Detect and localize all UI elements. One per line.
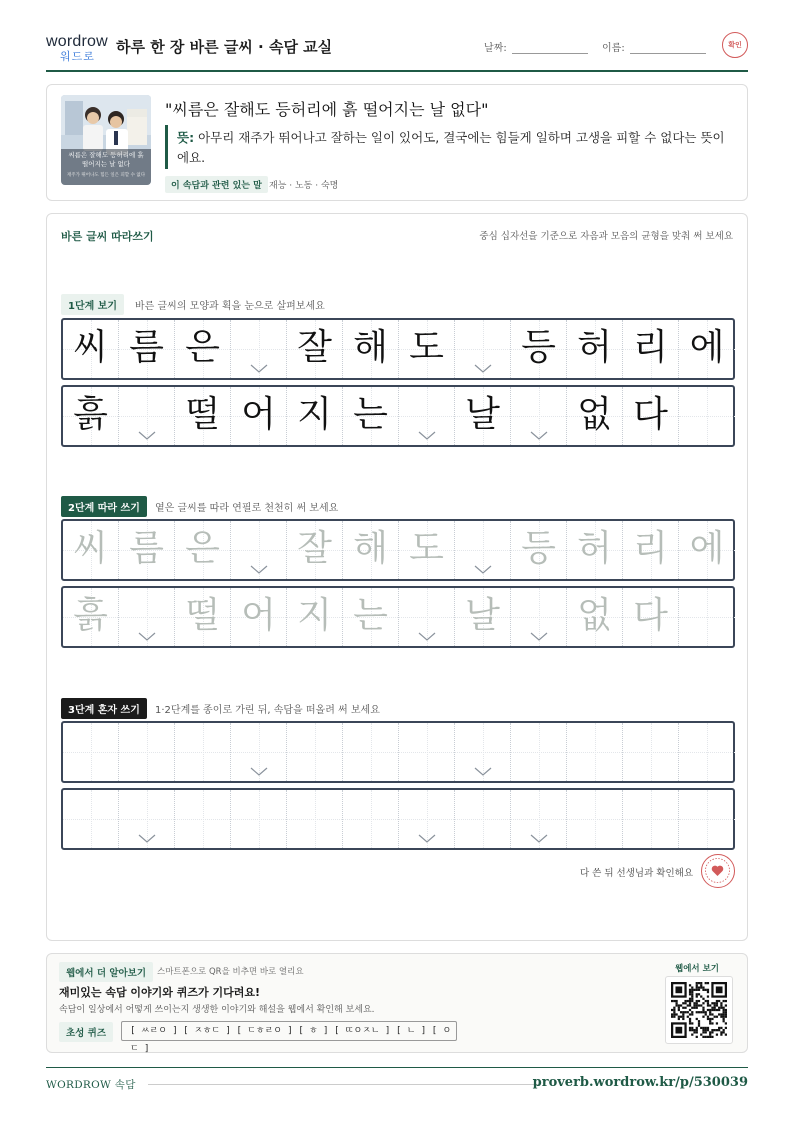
step1-row-2 (61, 385, 735, 447)
writing-cell[interactable] (63, 723, 119, 781)
space-mark-icon (530, 431, 548, 440)
hangul-character: 에 (689, 327, 725, 368)
writing-cell[interactable] (343, 521, 399, 579)
writing-cell[interactable] (399, 790, 455, 848)
space-mark-icon (250, 364, 268, 373)
space-mark-icon (418, 632, 436, 641)
writing-cell[interactable] (63, 588, 119, 646)
hangul-character: 날 (465, 595, 500, 636)
web-description: 속담이 일상에서 어떻게 쓰이는지 생생한 이야기와 해설을 웹에서 확인해 보세요. (59, 1005, 375, 1015)
proverb-text: "씨름은 잘해도 등허리에 흙 떨어지는 날 없다" (165, 100, 489, 119)
step2-tag: 2단계 따라 쓰기 (61, 496, 147, 517)
hangul-character: 해 (353, 528, 388, 569)
writing-cell[interactable] (343, 588, 399, 646)
writing-cell (119, 320, 175, 378)
qr-hint: 스마트폰으로 QR을 비추면 바로 열리요 (157, 967, 304, 977)
hangul-character: 지 (297, 394, 332, 435)
related-words: 재능 · 노동 · 숙명 (269, 181, 339, 191)
date-label: 날짜: (484, 43, 507, 54)
hangul-character: 씨 (73, 327, 108, 368)
logo-korean: 워드로 (60, 50, 95, 63)
logo-wordmark: wordrow (46, 33, 108, 50)
step2-row-2[interactable] (61, 586, 735, 648)
writing-cell (623, 320, 679, 378)
step3-tag: 3단계 혼자 쓰기 (61, 698, 147, 719)
hangul-character: 날 (465, 394, 500, 435)
writing-cell[interactable] (175, 723, 231, 781)
space-mark-icon (250, 565, 268, 574)
hangul-character: 등 (521, 327, 556, 368)
writing-cell[interactable] (287, 588, 343, 646)
writing-cell[interactable] (175, 588, 231, 646)
writing-cell[interactable] (399, 588, 455, 646)
date-field[interactable] (512, 53, 588, 54)
hangul-character: 은 (185, 327, 220, 368)
writing-cell (455, 387, 511, 445)
writing-cell[interactable] (287, 723, 343, 781)
hangul-character: 허 (577, 327, 612, 368)
proverb-illustration (61, 95, 151, 185)
writing-cell[interactable] (287, 521, 343, 579)
writing-cell[interactable] (175, 790, 231, 848)
writing-cell (455, 320, 511, 378)
writing-cell (175, 387, 231, 445)
hangul-character: 해 (353, 327, 388, 368)
web-headline: 재미있는 속담 이야기와 퀴즈가 기다려요! (59, 986, 260, 999)
writing-cell (679, 320, 735, 378)
writing-cell[interactable] (623, 521, 679, 579)
writing-cell[interactable] (231, 521, 287, 579)
hangul-character: 없 (577, 595, 612, 636)
hangul-character: 은 (185, 528, 220, 569)
web-more-tag: 웹에서 더 알아보기 (59, 962, 153, 982)
writing-cell[interactable] (455, 521, 511, 579)
writing-cell (511, 320, 567, 378)
writing-cell[interactable] (567, 790, 623, 848)
writing-cell[interactable] (343, 790, 399, 848)
hangul-character: 는 (353, 394, 388, 435)
writing-cell[interactable] (567, 521, 623, 579)
footer-brand: WORDROW 속담 (46, 1079, 136, 1091)
page-footer (46, 1067, 748, 1097)
writing-cell[interactable] (63, 521, 119, 579)
space-mark-icon (474, 767, 492, 776)
writing-cell[interactable] (175, 521, 231, 579)
writing-cell[interactable] (567, 588, 623, 646)
writing-cell[interactable] (679, 521, 735, 579)
writing-cell (399, 387, 455, 445)
writing-cell[interactable] (455, 588, 511, 646)
hangul-character: 지 (297, 595, 332, 636)
page-title: 하루 한 장 바른 글씨 · 속담 교실 (116, 38, 333, 56)
web-info-card (46, 953, 748, 1053)
space-mark-icon (474, 565, 492, 574)
hangul-character: 다 (633, 394, 668, 435)
writing-cell[interactable] (679, 790, 735, 848)
hangul-character: 어 (241, 394, 276, 435)
practice-panel (46, 213, 748, 941)
step1-tag: 1단계 보기 (61, 294, 124, 315)
proverb-meaning (177, 128, 727, 168)
writing-cell (231, 320, 287, 378)
meaning-text: 아무리 재주가 뛰어나고 잘하는 일이 있어도, 결국에는 힘들게 일하며 고생을 피할 수 없다는 뜻이에요. (177, 130, 725, 165)
thumb-subcaption: 재주가 뛰어나도 힘든 일은 피할 수 없다 (66, 173, 146, 178)
writing-cell[interactable] (511, 723, 567, 781)
hangul-character: 떨 (185, 595, 220, 636)
writing-cell[interactable] (119, 521, 175, 579)
writing-cell (343, 320, 399, 378)
writing-cell[interactable] (399, 521, 455, 579)
writing-cell[interactable] (511, 790, 567, 848)
space-mark-icon (250, 767, 268, 776)
step3-description: 1·2단계를 종이로 가린 뒤, 속담을 떠올려 써 보세요 (155, 705, 380, 716)
writing-cell[interactable] (231, 588, 287, 646)
writing-cell[interactable] (623, 588, 679, 646)
writing-cell (287, 387, 343, 445)
writing-cell (175, 320, 231, 378)
writing-cell[interactable] (119, 790, 175, 848)
writing-cell[interactable] (567, 723, 623, 781)
writing-cell[interactable] (231, 723, 287, 781)
hangul-character: 다 (633, 595, 668, 636)
thumb-caption: 씨름은 잘해도 등허리에 흙 떨어지는 날 없다 (68, 151, 144, 168)
hangul-character: 등 (521, 528, 556, 569)
qr-label: 웹에서 보기 (674, 964, 719, 974)
hangul-character: 리 (633, 528, 668, 569)
writing-cell (567, 320, 623, 378)
hangul-character: 는 (353, 595, 388, 636)
space-mark-icon (138, 632, 156, 641)
space-mark-icon (530, 834, 548, 843)
initial-consonant-quiz: [ ㅆㄹㅇ ] [ ㅈㅎㄷ ] [ ㄷㅎㄹㅇ ] [ ㅎ ] [ ㄸㅇㅈㄴ ] [ ㄴ ] [ ㅇㄷ ] (121, 1021, 457, 1041)
step2-row-1[interactable] (61, 519, 735, 581)
hangul-character: 어 (241, 595, 276, 636)
related-words-tag: 이 속담과 관련 있는 말 (165, 176, 268, 193)
hangul-character: 도 (409, 528, 444, 569)
step1-row-1 (61, 318, 735, 380)
hangul-character: 름 (129, 528, 164, 569)
writing-cell[interactable] (119, 723, 175, 781)
space-mark-icon (138, 431, 156, 440)
space-mark-icon (138, 834, 156, 843)
writing-cell[interactable] (455, 790, 511, 848)
hangul-character: 름 (129, 327, 164, 368)
writing-cell (623, 387, 679, 445)
writing-cell[interactable] (287, 790, 343, 848)
footer-divider (148, 1084, 540, 1085)
hangul-character: 잘 (297, 528, 332, 569)
writing-cell[interactable] (119, 588, 175, 646)
heart-stamp-icon (701, 854, 735, 888)
hangul-character: 흙 (73, 595, 108, 636)
hangul-character: 씨 (73, 528, 108, 569)
writing-cell[interactable] (623, 723, 679, 781)
qr-code-icon[interactable] (665, 976, 733, 1044)
hangul-character: 에 (689, 528, 725, 569)
writing-cell (287, 320, 343, 378)
writing-cell[interactable] (679, 723, 735, 781)
writing-cell (567, 387, 623, 445)
hangul-character: 잘 (297, 327, 332, 368)
writing-cell (343, 387, 399, 445)
space-mark-icon (418, 431, 436, 440)
step3-row-1[interactable] (61, 721, 735, 783)
practice-hint: 중심 십자선을 기준으로 자음과 모음의 균형을 맞춰 써 보세요 (479, 231, 733, 242)
practice-title: 바른 글씨 따라쓰기 (61, 230, 154, 243)
writing-cell[interactable] (623, 790, 679, 848)
hangul-character: 떨 (185, 394, 220, 435)
writing-cell (119, 387, 175, 445)
writing-cell[interactable] (343, 723, 399, 781)
step1-description: 바른 글씨의 모양과 획을 눈으로 살펴보세요 (135, 301, 325, 312)
hangul-character: 없 (577, 394, 612, 435)
teacher-confirm-text: 다 쓴 뒤 선생님과 확인해요 (579, 868, 693, 879)
writing-cell (511, 387, 567, 445)
writing-cell[interactable] (399, 723, 455, 781)
writing-cell[interactable] (679, 588, 735, 646)
hangul-character: 리 (633, 327, 668, 368)
writing-cell (679, 387, 735, 445)
page-header (46, 30, 748, 72)
writing-cell (231, 387, 287, 445)
step3-row-2[interactable] (61, 788, 735, 850)
writing-cell[interactable] (455, 723, 511, 781)
writing-cell[interactable] (231, 790, 287, 848)
step2-description: 옅은 글씨를 따라 연필로 천천히 써 보세요 (155, 503, 339, 514)
space-mark-icon (530, 632, 548, 641)
wordrow-logo[interactable] (46, 34, 108, 66)
writing-cell[interactable] (511, 588, 567, 646)
hangul-character: 허 (577, 528, 612, 569)
quiz-tag: 초성 퀴즈 (59, 1022, 113, 1042)
name-field[interactable] (630, 53, 706, 54)
proverb-card (46, 84, 748, 201)
writing-cell (399, 320, 455, 378)
meaning-accent-bar (165, 125, 168, 169)
space-mark-icon (474, 364, 492, 373)
check-stamp-icon: 확인 (722, 32, 748, 58)
name-label: 이름: (602, 43, 625, 54)
hangul-character: 흙 (73, 394, 108, 435)
writing-cell[interactable] (63, 790, 119, 848)
writing-cell[interactable] (511, 521, 567, 579)
writing-cell (63, 387, 119, 445)
meaning-label: 뜻: (177, 130, 195, 145)
footer-url-link[interactable]: proverb.wordrow.kr/p/530039 (532, 1075, 748, 1090)
hangul-character: 도 (409, 327, 444, 368)
space-mark-icon (418, 834, 436, 843)
writing-cell (63, 320, 119, 378)
